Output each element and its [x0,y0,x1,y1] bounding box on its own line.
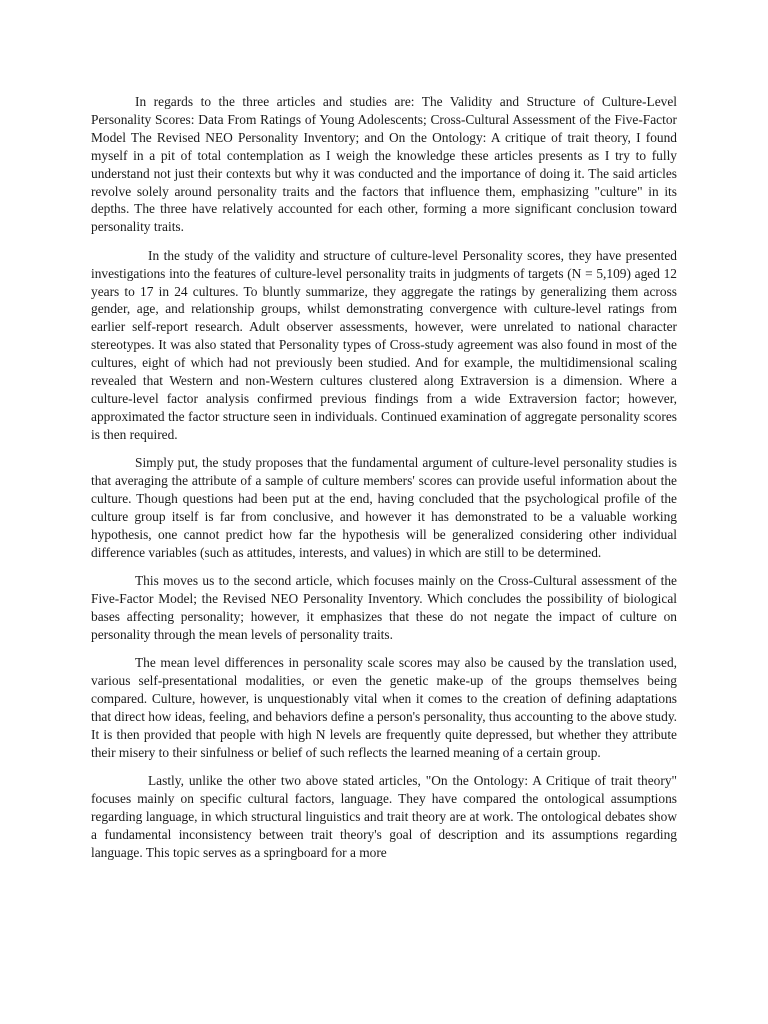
document-page [91,93,677,872]
paragraph-intro: In regards to the three articles and studies are: The Validity and Structure of Culture-Level Personality Scores: Data From Ratings of Young Adolescents; Cross-Cultural Assessment of the Five-Factor Model The Revised NEO Personality Inventory; and On the Ontology: A critique of trait theory, I found myself in a pit of total contemplation as I weigh the knowledge these articles presents as I try to fully understand not just their contexts but why it was conducted and the importance of doing it. The said articles revolve solely around personality traits and the factors that influence them, emphasizing "culture" in its depths. The three have relatively accounted for each other, forming a more significant conclusion toward personality traits. [91,94,677,235]
paragraph-validity-study: In the study of the validity and structure of culture-level Personality scores, they have presented investigations into the features of culture-level personality traits in judgments of targets (N = 5,109) aged 12 years to 17 in 24 cultures. To bluntly summarize, they aggregate the ratings by generalizing them across gender, age, and relationship groups, whilst demonstrating convergence with culture-level ratings from earlier self-report research. Adult observer assessments, however, were unrelated to national character stereotypes. It was also stated that Personality types of Cross-study agreement was also found in most of the cultures, eight of which had not previously been studied. And for example, the multidimensional scaling revealed that Western and non-Western cultures clustered along Extraversion is a dimension. Where a culture-level factor analysis confirmed previous findings from a wide Extraversion factor; however, approximated the factor structure seen in individuals. Continued examination of aggregate personality scores is then required. [91,247,677,442]
paragraph-simply-put: Simply put, the study proposes that the fundamental argument of culture-level personality studies is that averaging the attribute of a sample of culture members' scores can provide useful information about the culture. Though questions had been put at the end, having concluded that the psychological profile of the culture group itself is far from conclusive, and however it has demonstrated to be a valuable working hypothesis, one cannot predict how far the hypothesis will be generalized considering other individual difference variables (such as attitudes, interests, and values) in which are still to be determined. [91,455,677,560]
paragraph-ontology: Lastly, unlike the other two above stated articles, "On the Ontology: A Critique of trait theory" focuses mainly on specific cultural factors, language. They have compared the ontological assumptions regarding language, in which structural linguistics and trait theory are at work. The ontological debates show a fundamental inconsistency between trait theory's goal of description and its assumptions regarding language. This topic serves as a springboard for a more [91,773,677,860]
paragraph-second-article: This moves us to the second article, which focuses mainly on the Cross-Cultural assessment of the Five-Factor Model; the Revised NEO Personality Inventory. Which concludes the possibility of biological bases affecting personality; however, it emphasizes that these do not negate the impact of culture on personality through the mean levels of personality traits. [91,573,677,642]
paragraph-mean-level: The mean level differences in personality scale scores may also be caused by the translation used, various self-presentational modalities, or even the genetic make-up of the groups themselves being compared. Culture, however, is unquestionably vital when it comes to the creation of defining adaptations that direct how ideas, feeling, and behaviors define a person's personality, thus accounting to the above study. It is then provided that people with high N levels are frequently quite depressed, but whether they attribute their misery to their sinfulness or belief of such reflects the learned meaning of a certain group. [91,655,677,760]
